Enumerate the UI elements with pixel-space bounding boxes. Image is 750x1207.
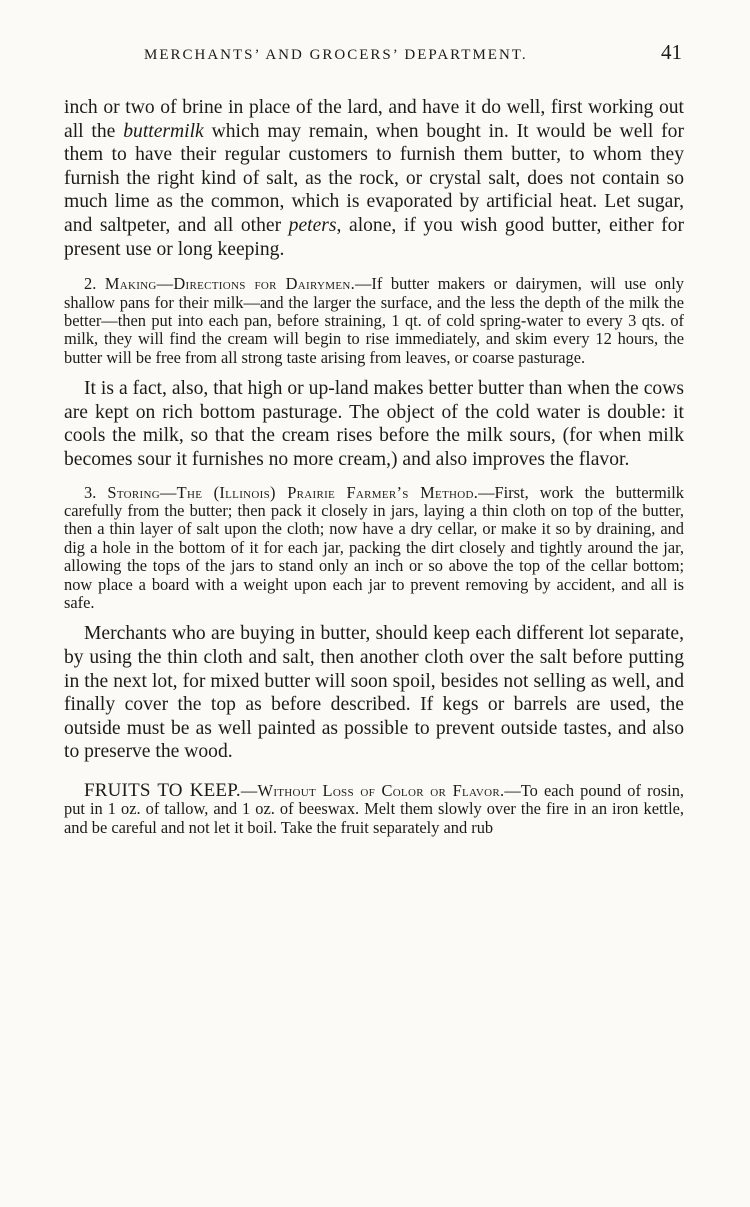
- paragraph-merchants-advice: Merchants who are buying in butter, should keep each different lot separate, by using the thin cloth and salt, then another cloth over the salt before putting in the next lot, for mixed butter will soon spoil, besides not selling as well, and finally cover the top as before described. If kegs or barrels are used, the outside must be as well painted as possible to prevent outside tastes, and also to preserve the wood.: [64, 623, 684, 763]
- text-run: , alone, if you wish good butter, either for present use or long keeping.: [64, 214, 684, 260]
- paragraph-making-directions: [64, 275, 684, 367]
- paragraph-storing-method: [64, 484, 684, 613]
- text-run: inch or two of brine in place of the lard, and have it do well, first working out all the: [64, 97, 684, 142]
- paragraph-upland-butter: It is a fact, also, that high or up-land makes better butter than when the cows are kept on rich bottom pasturage. The object of the cold water is double: it cools the milk, so that the cream rises before the milk sours, (for when milk becomes sour it furnishes no more cream,) and also improves the flavor.: [64, 378, 684, 470]
- section-heading: Making—Directions for Dairymen.: [104, 274, 356, 294]
- emphasis-buttermilk: buttermilk: [123, 120, 204, 142]
- recipe-body: —To each pound of rosin, put in 1 oz. of tallow, and 1 oz. of beeswax. Melt them slowly over the fire in an iron kettle, and be careful and not let it boil. Take the fruit separately and rub: [64, 780, 684, 837]
- paragraph-brine-continuation: [64, 96, 684, 261]
- section-number: 3.: [84, 482, 108, 502]
- book-page: [64, 40, 684, 837]
- page-header: [64, 40, 684, 82]
- section-heading: Storing—The (Illinois) Prairie Farmer’s Method.: [107, 482, 479, 502]
- page-number: 41: [661, 40, 682, 64]
- section-number: 2.: [84, 274, 105, 294]
- section-body: —If butter makers or dairymen, will use only shallow pans for their milk—and the larger the surface, and the less the depth of the milk the better—then put into each pan, before straining, 1 qt. of cold spring-water to every 3 qts. of milk, they will find the cream will begin to rise immediately, and skim every 12 hours, the butter will be free from all strong taste arising from leaves, or coarse pasturage.: [64, 274, 684, 367]
- text-run: which may remain, when bought in. It would be well for them to have their regular customers to furnish them butter, to whom they furnish the right kind of salt, as the rock, or crystal salt, does not contain so much lime as the common, which is evaporated by artificial heat. Let sugar, and saltpeter, and all other: [64, 120, 684, 236]
- running-head: MERCHANTS’ AND GROCERS’ DEPARTMENT.: [144, 47, 528, 63]
- recipe-subtitle: —Without Loss of Color or Flavor.: [240, 780, 505, 800]
- section-body: —First, work the buttermilk carefully from the butter; then pack it closely in jars, laying a thin cloth on top of the butter, then a thin layer of salt upon the cloth; now have a dry cellar, or make it so by draining, and dig a hole in the bottom of it for each jar, packing the dirt closely and tightly around the jar, allowing the tops of the jars to stand only an inch or so above the top of the cellar bottom; now place a board with a weight upon each jar to prevent removing by accident, and all is safe.: [64, 482, 684, 612]
- paragraph-fruits-to-keep: [64, 779, 684, 837]
- recipe-title: FRUITS TO KEEP.: [84, 779, 241, 801]
- emphasis-peters: peters: [288, 214, 337, 236]
